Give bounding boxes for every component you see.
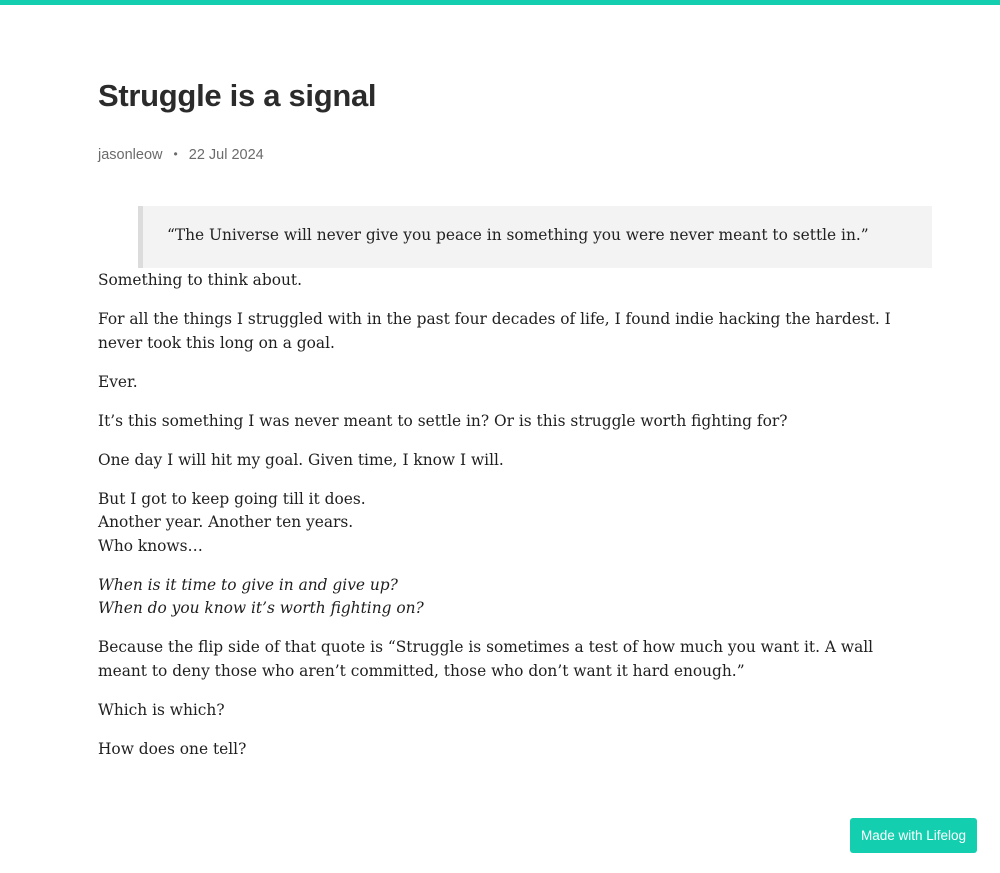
stanza-paragraph (98, 488, 892, 559)
italic-paragraph (98, 574, 892, 621)
top-accent-bar (0, 0, 1000, 5)
stanza-line: But I got to keep going till it does. (98, 489, 366, 508)
italic-line: When do you know it’s worth fighting on? (98, 599, 424, 617)
post-blockquote: “The Universe will never give you peace in something you were never meant to settle in.” (138, 206, 932, 268)
post-title: Struggle is a signal (98, 78, 377, 113)
paragraph: How does one tell? (98, 739, 247, 758)
post-date: 22 Jul 2024 (188, 147, 264, 163)
post-body (98, 269, 892, 777)
stanza-line: Another year. Another ten years. (98, 513, 354, 531)
paragraph: One day I will hit my goal. Given time, I know I will. (98, 450, 504, 469)
author-link[interactable]: jasonleow (98, 147, 163, 163)
paragraph: Which is which? (98, 700, 225, 719)
paragraph: For all the things I struggled with in the past four decades of life, I found indie hacking the hardest. I never took this long on a goal. (98, 310, 891, 352)
stanza-line: Who knows… (98, 536, 203, 555)
meta-separator: • (173, 147, 178, 161)
made-with-lifelog-button[interactable]: Made with Lifelog (850, 818, 977, 853)
paragraph: It’s this something I was never meant to settle in? Or is this struggle worth fighting for? (98, 411, 788, 430)
paragraph: Ever. (98, 372, 138, 391)
italic-line: When is it time to give in and give up? (98, 575, 398, 594)
paragraph: Something to think about. (98, 271, 302, 289)
post-meta (98, 147, 264, 163)
paragraph: Because the flip side of that quote is “Struggle is sometimes a test of how much you want it. A wall meant to deny those who aren’t committed, those who don’t want it hard enough.” (98, 638, 874, 680)
